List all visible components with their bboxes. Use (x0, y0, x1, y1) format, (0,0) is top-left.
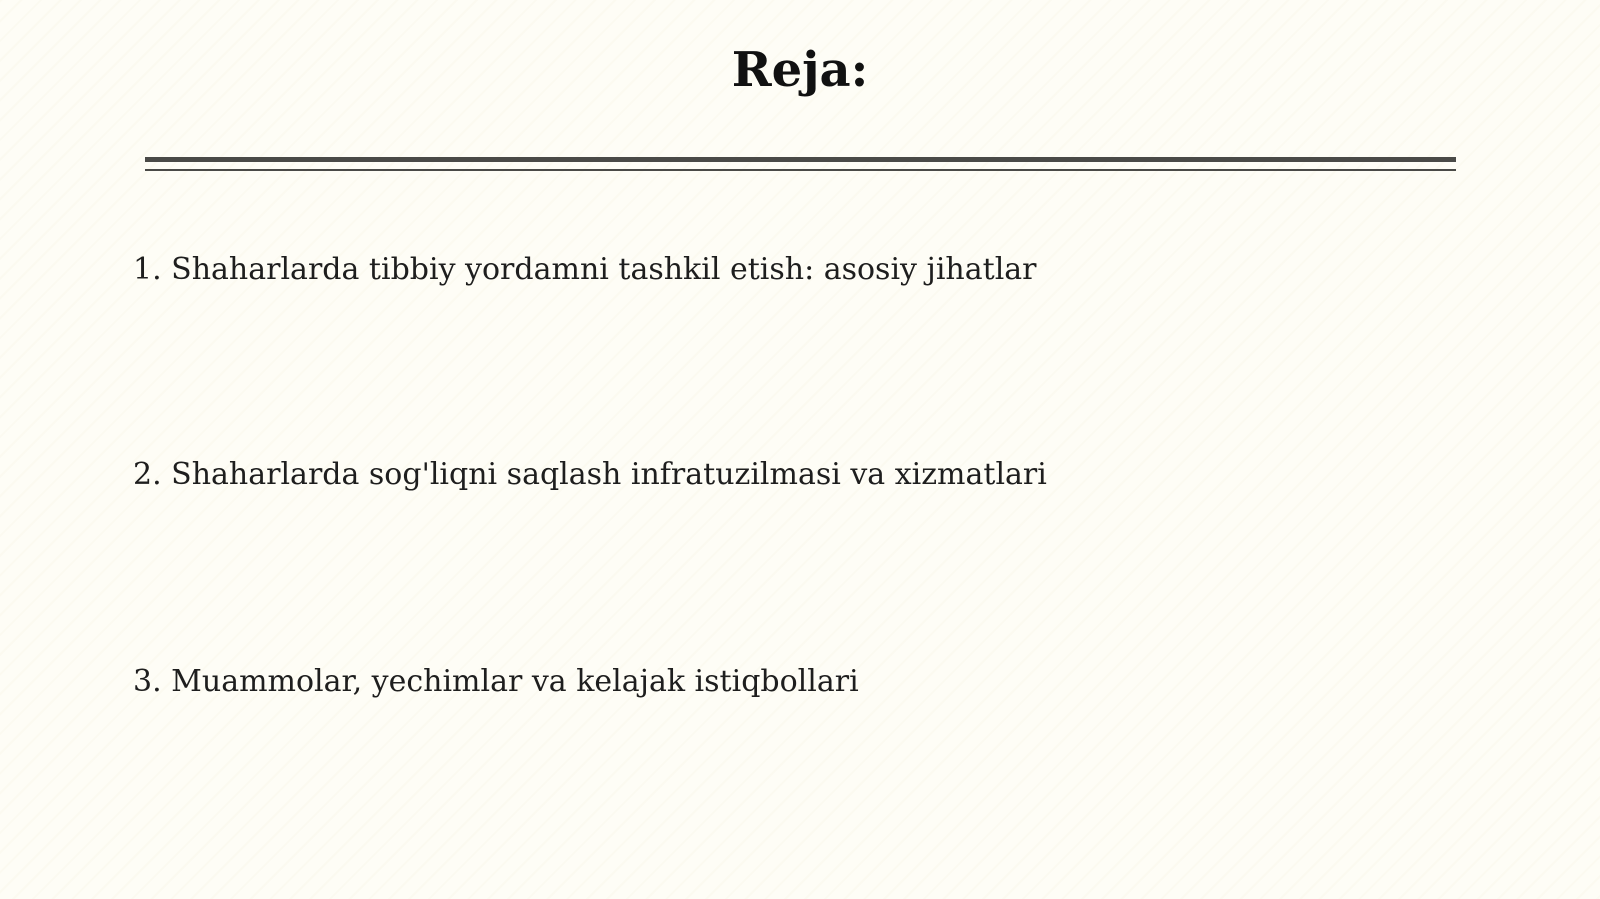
title-divider-thick (145, 157, 1456, 162)
plan-item-3: 3. Muammolar, yechimlar va kelajak istiqbollari (133, 664, 859, 699)
plan-item-2: 2. Shaharlarda sog'liqni saqlash infratuzilmasi va xizmatlari (133, 457, 1047, 492)
plan-item-1: 1. Shaharlarda tibbiy yordamni tashkil etish: asosiy jihatlar (133, 252, 1037, 287)
slide-title: Reja: (731, 42, 869, 98)
title-divider-thin (145, 169, 1456, 171)
